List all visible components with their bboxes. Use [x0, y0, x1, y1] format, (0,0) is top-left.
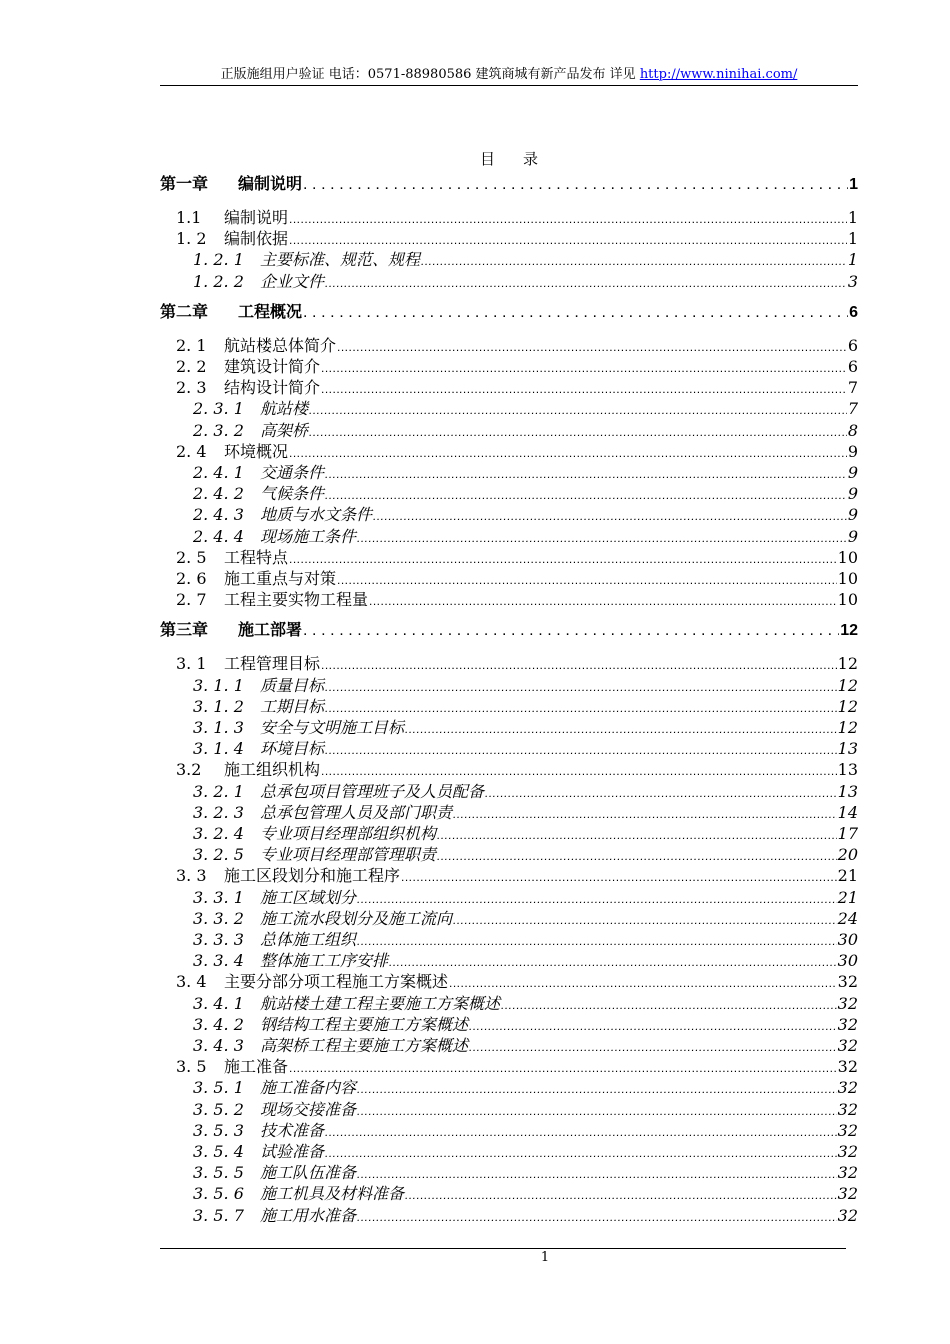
entry-number: 3. 1. 2	[193, 696, 244, 716]
entry-title: 整体施工工序安排	[260, 951, 389, 971]
entry-number: 2. 2	[176, 357, 207, 376]
entry-title: 气候条件	[260, 484, 325, 504]
entry-page: 1	[847, 208, 858, 227]
dot-leader	[325, 697, 837, 719]
header-text: 正版施组用户验证 电话：0571-88980586 建筑商城有新产品发布 详见	[220, 67, 640, 82]
entry-title: 总体施工组织	[260, 930, 357, 949]
dot-leader	[321, 760, 837, 782]
toc-subsection-entry[interactable]	[160, 271, 858, 293]
entry-number: 2. 4. 4	[193, 526, 244, 546]
entry-number: 3. 5. 2	[193, 1099, 244, 1119]
entry-page: 9	[847, 505, 858, 525]
entry-title: 高架桥	[260, 420, 309, 440]
dot-leader	[289, 208, 847, 230]
entry-title: 施工准备内容	[260, 1078, 357, 1098]
entry-page: 32	[837, 1036, 858, 1055]
entry-number: 2. 7	[176, 590, 207, 610]
entry-number: 3. 3. 2	[193, 908, 244, 928]
entry-page: 1	[847, 229, 858, 249]
toc-chapter-entry[interactable]	[160, 174, 858, 196]
entry-page: 20	[837, 845, 858, 865]
entry-number: 3. 4. 3	[193, 1036, 244, 1055]
toc-subsection-entry[interactable]	[160, 1014, 858, 1036]
footer-divider	[160, 1248, 846, 1249]
dot-leader	[337, 336, 847, 358]
entry-number: 3. 5. 7	[193, 1205, 244, 1225]
entry-title: 工期目标	[260, 696, 325, 716]
entry-title: 专业项目经理部组织机构	[260, 824, 437, 843]
entry-title: 施工区域划分	[260, 887, 357, 907]
entry-page: 6	[849, 303, 858, 321]
entry-title: 工程主要实物工程量	[224, 590, 369, 610]
dot-leader	[357, 1206, 837, 1228]
toc-subsection-entry[interactable]	[160, 1141, 858, 1163]
entry-page: 32	[837, 1120, 858, 1140]
entry-number: 1. 2. 1	[193, 250, 244, 270]
entry-title: 地质与水文条件	[260, 505, 373, 525]
entry-title: 工程概况	[238, 303, 303, 321]
entry-number: 第二章	[160, 303, 209, 321]
dot-leader	[337, 569, 837, 591]
entry-title: 现场交接准备	[260, 1099, 357, 1119]
page-number: 1	[540, 1250, 550, 1265]
dot-leader	[357, 1163, 837, 1185]
entry-number: 第一章	[160, 176, 209, 193]
dot-leader	[405, 1184, 837, 1206]
entry-number: 2. 4. 2	[193, 484, 244, 504]
entry-number: 3. 5. 1	[193, 1078, 244, 1098]
entry-title: 主要分部分项工程施工方案概述	[224, 972, 449, 992]
dot-leader	[321, 378, 847, 400]
entry-page: 14	[837, 802, 858, 822]
entry-number: 3. 5. 4	[193, 1142, 244, 1161]
page-header	[160, 66, 858, 84]
entry-page: 32	[837, 1078, 858, 1098]
entry-page: 10	[837, 547, 858, 567]
entry-page: 12	[840, 622, 858, 640]
entry-number: 3. 5. 5	[193, 1163, 244, 1183]
entry-number: 3. 1. 3	[193, 718, 244, 737]
entry-page: 8	[847, 420, 858, 440]
dot-leader	[357, 1078, 837, 1100]
entry-title: 施工机具及材料准备	[260, 1184, 405, 1204]
toc-section-entry[interactable]	[160, 971, 858, 993]
entry-number: 3. 3	[176, 866, 207, 886]
toc-section-entry[interactable]	[160, 377, 858, 399]
toc-subsection-entry[interactable]	[160, 675, 858, 697]
entry-number: 2. 3	[176, 378, 207, 398]
dot-leader	[389, 951, 837, 973]
dot-leader	[309, 399, 847, 421]
entry-number: 3. 4. 2	[193, 1014, 244, 1034]
entry-number: 3. 2. 4	[193, 824, 244, 843]
entry-page: 1	[847, 250, 858, 270]
entry-number: 3. 4	[176, 972, 207, 992]
toc-subsection-entry[interactable]	[160, 526, 858, 548]
dot-leader	[309, 421, 847, 443]
entry-page: 12	[837, 654, 858, 674]
toc-subsection-entry[interactable]	[160, 802, 858, 824]
toc-subsection-entry[interactable]	[160, 1077, 858, 1099]
dot-leader	[289, 229, 847, 251]
toc-section-entry[interactable]	[160, 441, 858, 463]
toc-section-entry[interactable]	[160, 1056, 858, 1078]
entry-page: 10	[837, 569, 858, 588]
toc-subsection-entry[interactable]	[160, 717, 858, 739]
entry-title: 编制依据	[224, 229, 289, 249]
entry-title: 高架桥工程主要施工方案概述	[260, 1036, 469, 1055]
entry-page: 9	[847, 484, 858, 504]
toc-subsection-entry[interactable]	[160, 1120, 858, 1142]
entry-title: 施工流水段划分及施工流向	[260, 908, 453, 928]
toc-subsection-entry[interactable]	[160, 1205, 858, 1227]
entry-number: 3. 1. 1	[193, 675, 244, 695]
entry-title: 施工队伍准备	[260, 1163, 357, 1183]
toc-section-entry[interactable]	[160, 356, 858, 378]
entry-page: 24	[837, 908, 858, 928]
dot-leader	[453, 909, 837, 931]
entry-title: 结构设计简介	[224, 378, 321, 398]
entry-title: 环境概况	[224, 441, 289, 461]
entry-title: 航站楼	[260, 399, 309, 419]
entry-page: 32	[837, 993, 858, 1013]
entry-title: 现场施工条件	[260, 526, 357, 546]
dot-leader	[449, 972, 837, 994]
toc-subsection-entry[interactable]	[160, 781, 858, 803]
toc-section-entry[interactable]	[160, 568, 858, 590]
entry-title: 施工准备	[224, 1057, 289, 1077]
entry-title: 工程特点	[224, 547, 289, 567]
dot-leader	[373, 505, 847, 527]
entry-number: 3. 5. 3	[193, 1120, 244, 1140]
entry-page: 30	[837, 951, 858, 971]
entry-number: 1.1	[176, 208, 202, 227]
toc-subsection-entry[interactable]	[160, 249, 858, 271]
entry-title: 交通条件	[260, 463, 325, 482]
entry-page: 32	[837, 1184, 858, 1204]
toc-section-entry[interactable]	[160, 759, 858, 781]
dot-leader	[401, 866, 837, 888]
entry-page: 21	[837, 887, 858, 907]
entry-number: 2. 5	[176, 547, 207, 567]
entry-number: 3. 1	[176, 654, 207, 674]
dot-leader	[289, 1057, 837, 1079]
entry-page: 6	[847, 335, 858, 355]
entry-number: 3.2	[176, 760, 202, 780]
entry-number: 3. 2. 1	[193, 781, 244, 801]
toc-subsection-entry[interactable]	[160, 1035, 858, 1057]
dot-leader	[289, 442, 847, 464]
dot-leader	[325, 676, 837, 698]
header-link[interactable]: http://www.ninihai.com/	[639, 67, 798, 82]
dot-leader	[405, 718, 837, 740]
toc-subsection-entry[interactable]	[160, 929, 858, 951]
dot-leader	[485, 782, 837, 804]
entry-page: 13	[837, 781, 858, 801]
entry-page: 32	[837, 1099, 858, 1119]
entry-page: 6	[847, 357, 858, 376]
dot-leader	[321, 357, 847, 379]
entry-number: 3. 4. 1	[193, 993, 244, 1013]
entry-page: 12	[837, 696, 858, 716]
toc-subsection-entry[interactable]	[160, 462, 858, 484]
dot-leader	[325, 484, 847, 506]
toc-section-entry[interactable]	[160, 653, 858, 675]
entry-title: 专业项目经理部管理职责	[260, 845, 437, 865]
entry-page: 32	[837, 1205, 858, 1225]
entry-title: 航站楼土建工程主要施工方案概述	[260, 993, 501, 1013]
entry-title: 建筑设计简介	[224, 357, 321, 376]
toc-subsection-entry[interactable]	[160, 1183, 858, 1205]
entry-page: 9	[847, 463, 858, 482]
entry-page: 12	[837, 675, 858, 695]
entry-title: 主要标准、规范、规程	[260, 250, 421, 270]
toc-subsection-entry[interactable]	[160, 993, 858, 1015]
dot-leader	[357, 527, 847, 549]
toc-subsection-entry[interactable]	[160, 738, 858, 760]
entry-number: 3. 3. 4	[193, 951, 244, 971]
toc-section-entry[interactable]	[160, 865, 858, 887]
entry-number: 2. 4. 3	[193, 505, 244, 525]
dot-leader	[437, 845, 837, 867]
entry-number: 3. 3. 3	[193, 930, 244, 949]
toc-subsection-entry[interactable]	[160, 887, 858, 909]
toc-subsection-entry[interactable]	[160, 1162, 858, 1184]
dot-leader	[325, 1121, 837, 1143]
entry-title: 质量目标	[260, 675, 325, 695]
dot-leader	[289, 548, 837, 570]
dot-leader	[453, 803, 837, 825]
entry-number: 3. 3. 1	[193, 887, 244, 907]
dot-leader	[369, 590, 837, 612]
entry-number: 3. 2. 3	[193, 802, 244, 822]
dot-leader	[357, 888, 837, 910]
dot-leader	[357, 930, 837, 952]
entry-page: 12	[837, 718, 858, 737]
entry-number: 1. 2. 2	[193, 271, 244, 291]
entry-title: 技术准备	[260, 1120, 325, 1140]
toc-chapter-entry[interactable]	[160, 620, 858, 642]
entry-number: 3. 5	[176, 1057, 207, 1077]
toc-subsection-entry[interactable]	[160, 1099, 858, 1121]
entry-number: 3. 5. 6	[193, 1184, 244, 1204]
entry-number: 2. 1	[176, 335, 207, 355]
entry-number: 3. 1. 4	[193, 739, 244, 759]
entry-number: 3. 2. 5	[193, 845, 244, 865]
dot-leader	[469, 1036, 837, 1058]
toc-subsection-entry[interactable]	[160, 844, 858, 866]
dot-leader	[303, 174, 848, 196]
entry-number: 2. 4	[176, 441, 207, 461]
entry-page: 32	[837, 1163, 858, 1183]
dot-leader	[325, 463, 847, 485]
entry-title: 编制说明	[238, 176, 303, 193]
entry-page: 9	[847, 526, 858, 546]
dot-leader	[421, 250, 847, 272]
toc-section-entry[interactable]	[160, 335, 858, 357]
entry-number: 2. 6	[176, 569, 207, 588]
entry-page: 32	[837, 1014, 858, 1034]
entry-number: 第三章	[160, 622, 209, 640]
entry-page: 21	[837, 866, 858, 886]
entry-title: 钢结构工程主要施工方案概述	[260, 1014, 469, 1034]
toc-subsection-entry[interactable]	[160, 823, 858, 845]
header-divider	[160, 85, 858, 86]
entry-page: 32	[837, 972, 858, 992]
toc-title: 目录	[479, 150, 566, 168]
entry-page: 10	[837, 590, 858, 610]
entry-title: 施工用水准备	[260, 1205, 357, 1225]
toc-subsection-entry[interactable]	[160, 696, 858, 718]
entry-page: 13	[837, 760, 858, 780]
entry-page: 9	[847, 441, 858, 461]
dot-leader	[501, 994, 837, 1016]
entry-number: 1. 2	[176, 229, 207, 249]
entry-page: 7	[847, 399, 858, 419]
entry-title: 航站楼总体简介	[224, 335, 337, 355]
toc-section-entry[interactable]	[160, 207, 858, 229]
toc-subsection-entry[interactable]	[160, 483, 858, 505]
dot-leader	[357, 1100, 837, 1122]
entry-title: 施工部署	[238, 622, 303, 640]
entry-number: 2. 3. 1	[193, 399, 244, 419]
toc-section-entry[interactable]	[160, 228, 858, 250]
entry-page: 32	[837, 1057, 858, 1077]
toc-chapter-entry[interactable]	[160, 302, 858, 324]
dot-leader	[325, 739, 837, 761]
entry-title: 工程管理目标	[224, 654, 321, 674]
entry-title: 安全与文明施工目标	[260, 718, 405, 737]
entry-title: 试验准备	[260, 1142, 325, 1161]
toc-section-entry[interactable]	[160, 547, 858, 569]
entry-page: 32	[837, 1142, 858, 1161]
toc-section-entry[interactable]	[160, 589, 858, 611]
dot-leader	[325, 1142, 837, 1164]
toc-subsection-entry[interactable]	[160, 420, 858, 442]
entry-page: 1	[849, 176, 858, 193]
dot-leader	[437, 824, 837, 846]
toc-subsection-entry[interactable]	[160, 950, 858, 972]
entry-title: 施工区段划分和施工程序	[224, 866, 401, 886]
entry-page: 3	[847, 271, 858, 291]
dot-leader	[303, 302, 848, 324]
toc-subsection-entry[interactable]	[160, 908, 858, 930]
toc-subsection-entry[interactable]	[160, 398, 858, 420]
toc-subsection-entry[interactable]	[160, 504, 858, 526]
dot-leader	[303, 620, 839, 642]
entry-title: 总承包项目管理班子及人员配备	[260, 781, 485, 801]
dot-leader	[321, 654, 837, 676]
entry-page: 17	[837, 824, 858, 843]
dot-leader	[325, 272, 847, 294]
entry-page: 7	[847, 378, 858, 398]
entry-title: 总承包管理人员及部门职责	[260, 802, 453, 822]
entry-page: 30	[837, 930, 858, 949]
entry-title: 编制说明	[224, 208, 289, 227]
entry-title: 施工重点与对策	[224, 569, 337, 588]
entry-title: 企业文件	[260, 271, 325, 291]
entry-title: 施工组织机构	[224, 760, 321, 780]
entry-page: 13	[837, 739, 858, 759]
dot-leader	[469, 1015, 837, 1037]
entry-title: 环境目标	[260, 739, 325, 759]
entry-number: 2. 3. 2	[193, 420, 244, 440]
entry-number: 2. 4. 1	[193, 463, 244, 482]
